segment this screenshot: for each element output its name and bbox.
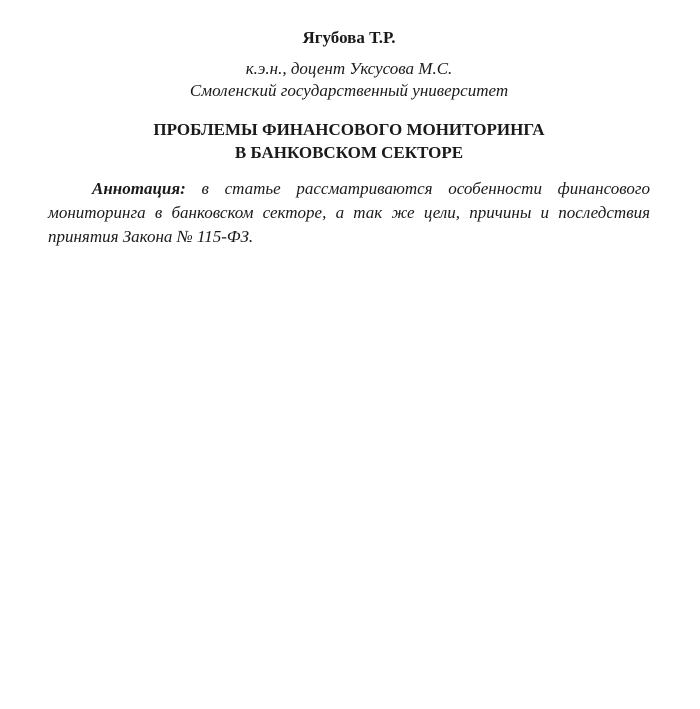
abstract-paragraph — [48, 177, 650, 249]
title-line-1: ПРОБЛЕМЫ ФИНАНСОВОГО МОНИТОРИНГА — [153, 120, 545, 139]
university-name: Смоленский государственный университет — [189, 81, 509, 100]
author-name: Ягубова Т.Р. — [302, 28, 396, 47]
abstract-label: Аннотация: — [92, 179, 186, 198]
article-title — [48, 118, 650, 164]
title-line-2: В БАНКОВСКОМ СЕКТОРЕ — [234, 143, 464, 162]
abstract-text: в статье рассматриваются особенности финансового мониторинга в банковском секторе, а так же цели, причины и последствия принятия Закона № 115-ФЗ. — [48, 179, 651, 246]
scientific-advisor: к.э.н., доцент Уксусова М.С. — [245, 59, 453, 78]
